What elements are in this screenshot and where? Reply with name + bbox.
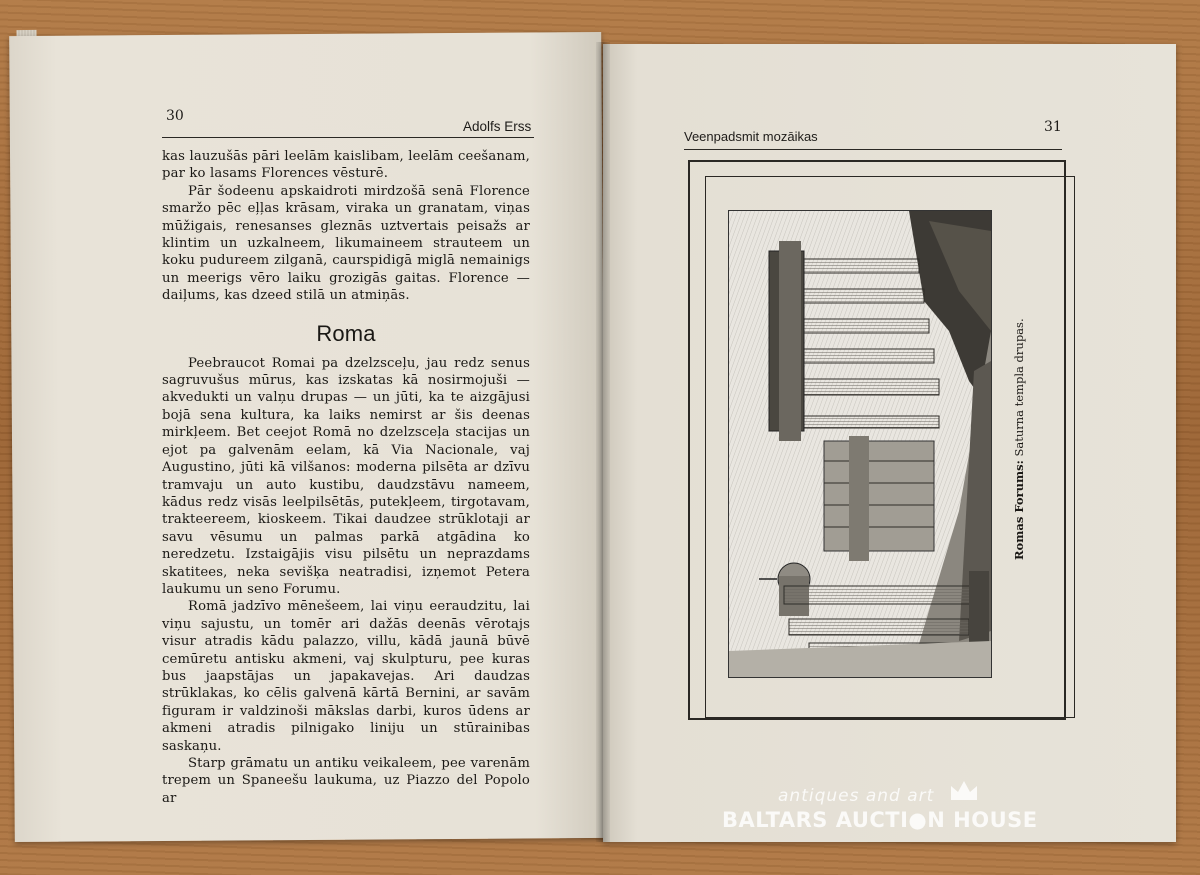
right-header-rule xyxy=(684,149,1062,150)
paragraph: Peebraucot Romai pa dzelzsceļu, jau redz senus sagruvušus mūrus, kas izskatas kā nosirmojuši — akvedukti un valņu drupas — un jūti, ka te aizgājusi bojā sena kultura, ka laiks nemirst ar šis deenas mirkļeem. Bet ceejot Romā no dzelzsceļa stacijas un ejot pa galvenām eelam, kā Via Nacionale, vaj Augustino, jūti kā vilšanos: moderna pilsēta ar dzīvu tramvaju un auto kustibu, daudzstāvu nameem, kādus redz visās leelpilsētās, putekļeem, tirgotavam, trakteereem, kioskeem. Tikai daudzee strūklotaji ar savu vēsumu un palmas parkā atgādina ko neredzetu. Izstaigājis visu pilsētu un neprazdams skatitees, neka sevišķa neatradisi, izņemot Petera laukumu un seno Forumu. xyxy=(162,355,530,597)
crown-icon xyxy=(948,778,980,804)
caption-bold: Romas Forums: xyxy=(1012,460,1026,560)
left-page-body xyxy=(162,148,530,807)
right-page-number: 31 xyxy=(1044,119,1062,135)
left-header-rule xyxy=(162,137,534,138)
paragraph: kas lauzušās pāri leelām kaislibam, leelām ceešanam, par ko lasams Florences vēsturē. xyxy=(162,149,530,182)
section-title: Roma xyxy=(316,320,376,346)
temple-of-saturn-engraving xyxy=(728,210,992,678)
book-gutter xyxy=(596,42,610,842)
caption-text: Saturna templa drupas. xyxy=(1012,318,1026,461)
left-page-number: 30 xyxy=(166,108,184,124)
watermark-company: BALTARS AUCTI●N HOUSE xyxy=(722,808,1038,832)
left-running-head: Adolfs Erss xyxy=(463,119,532,134)
paragraph: Starp grāmatu un antiku veikaleem, pee varenām trepem un Spaneešu laukuma, uz Piazzo del Popolo ar xyxy=(162,756,530,806)
paragraph: Romā jadzīvo mēnešeem, lai viņu eeraudzitu, lai viņu sajustu, un tomēr ari dažās deenās vērotajs visur atradis kādu palazzo, villu, kādā jaunā būvē cemūretu antisku akmeni, vaj skulpturu, pee kuras bus jaapstājas un japakavejas. Ari daudzas strūklakas, ko cēlis galvenā kārtā Bernini, ar savām figuram ir valdzinoši mākslas darbi, kuros ūdens ar akmeni atradis pilnigako liniju un stūrainibas saskaņu. xyxy=(162,599,530,754)
right-running-head: Veenpadsmit mozāikas xyxy=(684,129,818,144)
auction-watermark xyxy=(722,786,1122,846)
paragraph: Pār šodeenu apskaidroti mirdzošā senā Florence smaržo pēc eļļas krāsam, viraka un granatam, viņas mūžigais, renesanses gleznās uztvertais peisažs ar klintim un uzkalneem, likumaineem strauteem un koku pudureem zilganā, caurspidigā miglā nemainigs un meerigs vēro laiku grozigās gaitas. Florence — daiļums, kas dzeed stilā un atmiņās. xyxy=(162,183,530,304)
watermark-tagline: antiques and art xyxy=(778,786,935,806)
